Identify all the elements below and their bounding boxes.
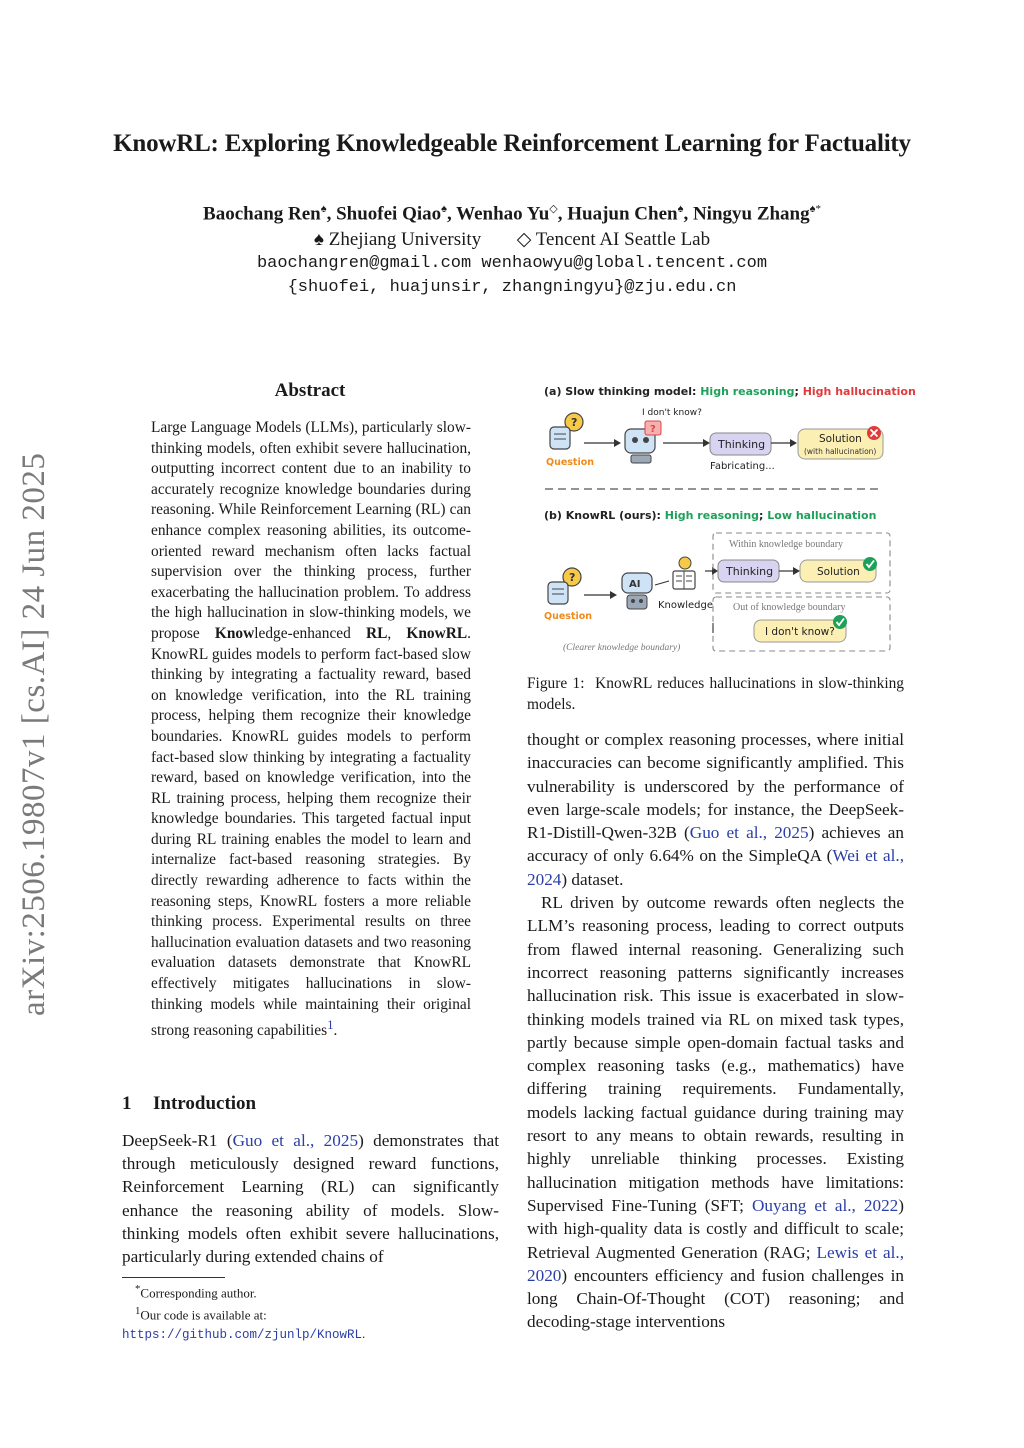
section-number: 1 (122, 1093, 132, 1114)
intro-text: DeepSeek-R1 ( (122, 1131, 233, 1150)
code-url-link[interactable]: https://github.com/zjunlp/KnowRL (122, 1327, 363, 1342)
footnote-text: Corresponding author. (140, 1285, 257, 1301)
within-boundary-label: Within knowledge boundary (729, 539, 844, 550)
intro-paragraph (122, 1129, 499, 1268)
affiliation-mark: ♠ (809, 203, 816, 215)
footnote-ref[interactable]: 1 (327, 1018, 334, 1033)
figure-knowrl-diagram (527, 377, 916, 662)
email-line: baochangren@gmail.com wenhaowyu@global.tencent.com (256, 254, 768, 273)
panel-b-title: (b) KnowRL (ours): High reasoning; Low hallucination (544, 509, 877, 522)
intro-text: ) demonstrates that through meticulously designed reward functions, Reinforcement Learning (RL) can significantly enhance the reasoning ability of models. Slow-thinking models often exhibit severe hallucinations, particularly during extended chains of (122, 1131, 499, 1267)
question-person-icon (548, 568, 581, 604)
question-label: Question (544, 611, 593, 622)
affiliation-name: Zhejiang University (328, 229, 482, 250)
right-column-body (527, 728, 904, 1334)
affiliation-mark: ♠ (441, 203, 447, 215)
footnote: $^1$Our code is available at: https://github.com/zjunlp/KnowRL. (122, 1305, 366, 1342)
author-name: Baochang Ren (203, 203, 321, 225)
correct-check-icon (863, 557, 877, 571)
paper-title: KnowRL: Exploring Knowledgeable Reinforcement Learning for Factuality (113, 130, 911, 157)
abstract-text: . KnowRL guides models to perform fact-based slow thinking by integrating a factuality reward, based on knowledge verification, into the RL training process, helping them recognize their knowledge boundaries. KnowRL guides models to perform fact-based slow thinking by integrating a factuality reward, based on knowledge verification, into the RL training process, helping them recognize their knowledge boundaries. This targeted factual input during RL training enables the model to learn and internalize fact-based reasoning strategies. By directly rewarding adherence to facts within the reasoning steps, KnowRL fosters a more reliable thinking process. Experimental results on three hallucination evaluation datasets and two reasoning evaluation datasets demonstrate that KnowRL effectively mitigates hallucinations in slow-thinking models while maintaining their original strong reasoning capabilities (151, 624, 471, 1040)
fabricating-label: Fabricating... (710, 461, 775, 472)
abstract-bold: RL (365, 624, 388, 642)
footnote-mark: * (135, 1283, 141, 1295)
panel-a-title: (a) Slow thinking model: High reasoning; High hallucination (544, 385, 916, 398)
citation-link[interactable]: Guo et al., 2025 (232, 1131, 359, 1150)
figure-caption (527, 674, 904, 715)
knowledge-label: Knowledge (658, 600, 713, 611)
svg-text:AI: AI (629, 579, 641, 590)
question-label: Question (546, 457, 595, 468)
affiliation-mark: ♠ (677, 203, 684, 215)
abstract-bold: KnowRL (406, 624, 468, 642)
thinking-label: Thinking (726, 565, 774, 578)
affiliations (0, 228, 1024, 251)
author-name: Wenhao Yu (456, 203, 550, 225)
question-person-icon (550, 413, 583, 449)
citation-link[interactable]: Ouyang et al., 2022 (751, 1195, 899, 1215)
arxiv-stamp: arXiv:2506.19807v1 [cs.AI] 24 Jun 2025 (16, 452, 52, 1016)
svg-text:?: ? (650, 424, 656, 435)
affiliation-mark: ♠ (320, 203, 327, 215)
caption-label: Figure 1: (527, 675, 585, 692)
email-line: {shuofei, huajunsir, zhangningyu}@zju.edu.cn (287, 278, 737, 297)
footnote-mark: 1 (135, 1305, 141, 1318)
author-name: Shuofei Qiao (336, 203, 442, 225)
affiliation-mark: ♠ (313, 229, 324, 250)
abstract-heading: Abstract (274, 380, 346, 401)
footnotes (122, 1280, 502, 1344)
citation-link[interactable]: Wei et al., 2024 (527, 846, 905, 889)
citation-link[interactable]: Guo et al., 2025 (689, 823, 809, 843)
abstract-text: ledge-enhanced (254, 624, 366, 642)
affiliation-name: Tencent AI Seattle Lab (535, 229, 711, 250)
section-heading (122, 1093, 256, 1115)
robot-model-icon (625, 421, 661, 463)
solution-label: Solution (817, 566, 860, 578)
svg-text:?: ? (571, 416, 578, 429)
caption-text: KnowRL reduces hallucinations in slow-thinking models. (527, 675, 904, 713)
solution-label: Solution (819, 433, 862, 445)
dont-know-label: I don't know? (642, 408, 702, 418)
corresponding-mark: * (815, 203, 821, 215)
body-paragraph: RL driven by outcome rewards often neglects the LLM’s reasoning process, leading to correct outputs from flawed internal reasoning. Generalizing such incorrect reasoning patterns significantly increases hallucination risk. This issue is exacerbated in slow-thinking models trained via RL on mixed task types, partly because simple open-domain factual tasks and complex reasoning tasks (e.g., mathematics) have differing training requirements. Fundamentally, models lacking factual guidance during training may resort to any means to obtain rewards, resulting in highly unreliable thinking processes. Existing hallucination mitigation methods have limitations: Supervised Fine-Tuning (SFT; Ouyang et al., 2022) with high-quality data is costly and difficult to scale; Retrieval Augmented Generation (RAG; Lewis et al., 2020) encounters efficiency and fusion challenges in long Chain-Of-Thought (COT) reasoning; and decoding-stage interventions (527, 893, 905, 1332)
knowrl-robot-icon (622, 573, 652, 609)
author-list: Baochang Ren♠, Shuofei Qiao♠, Wenhao Yu◇, Huajun Chen♠, Ningyu Zhang♠* (203, 203, 821, 225)
book-lightbulb-icon (673, 557, 695, 589)
body-paragraph: thought or complex reasoning processes, where initial inaccuracies can become significantly amplified. This vulnerability is underscored by the performance of even large-scale models; for instance, the DeepSeek-R1-Distill-Qwen-32B (Guo et al., 2025) achieves an accuracy of only 6.64% on the SimpleQA (Wei et al., 2024) dataset. (527, 730, 905, 889)
svg-text:?: ? (569, 571, 576, 584)
footnote-rule (122, 1277, 225, 1278)
footnote (122, 1280, 502, 1302)
abstract-body: Large Language Models (LLMs), particularly slow-thinking models, often exhibit severe hallucination, outputting incorrect content due to an inability to accurately recognize knowledge boundaries during reasoning. While Reinforcement Learning (RL) can enhance complex reasoning abilities, its outcome-oriented reward mechanism often lacks factual supervision over the thinking process, further exacerbating the hallucination problem. To address the high hallucination in slow-thinking models, we propose Knowledge-enhanced RL, KnowRL. KnowRL guides models to perform fact-based slow thinking by integrating a factuality reward, based on knowledge verification, into the RL training process, helping them recognize their knowledge boundaries. KnowRL guides models to perform fact-based slow thinking by integrating a factuality reward, based on knowledge verification, into the RL training process, helping them recognize their knowledge boundaries. This targeted factual input during RL training enables the model to learn and internalize fact-based reasoning strategies. By directly rewarding adherence to facts within the reasoning steps, KnowRL fosters a more reliable thinking process. Experimental results on three hallucination evaluation datasets and two reasoning evaluation datasets demonstrate that KnowRL effectively mitigates hallucinations in slow-thinking models while maintaining their original strong reasoning capabilities$^1$. (151, 419, 471, 1040)
dont-know-label: I don't know? (765, 626, 835, 638)
footnote-text: Our code is available at: (140, 1307, 267, 1323)
affiliation-mark: ◇ (549, 203, 558, 215)
citation-link[interactable]: Lewis et al., 2020 (527, 1242, 905, 1285)
abstract-bold: Know (214, 624, 255, 642)
section-title: Introduction (153, 1093, 257, 1114)
author-name: Ningyu Zhang (692, 203, 810, 225)
out-boundary-label: Out of knowledge boundary (733, 602, 846, 613)
affiliation-mark: ◇ (516, 229, 532, 250)
with-hallucination-label: (with hallucination) (804, 447, 877, 456)
correct-check-icon (833, 615, 847, 629)
clearer-boundary-label: (Clearer knowledge boundary) (563, 643, 681, 653)
author-name: Huajun Chen (567, 203, 678, 225)
abstract-text: Large Language Models (LLMs), particularly slow-thinking models, often exhibit severe hallucination, outputting incorrect content due to an inability to accurately recognize knowledge boundaries during reasoning. While Reinforcement Learning (RL) can enhance complex reasoning abilities, its outcome-oriented reward mechanism often lacks factual supervision over the thinking process, further exacerbating the hallucination problem. To address the high hallucination in slow-thinking models, we propose (151, 419, 471, 642)
thinking-label: Thinking (718, 438, 766, 451)
